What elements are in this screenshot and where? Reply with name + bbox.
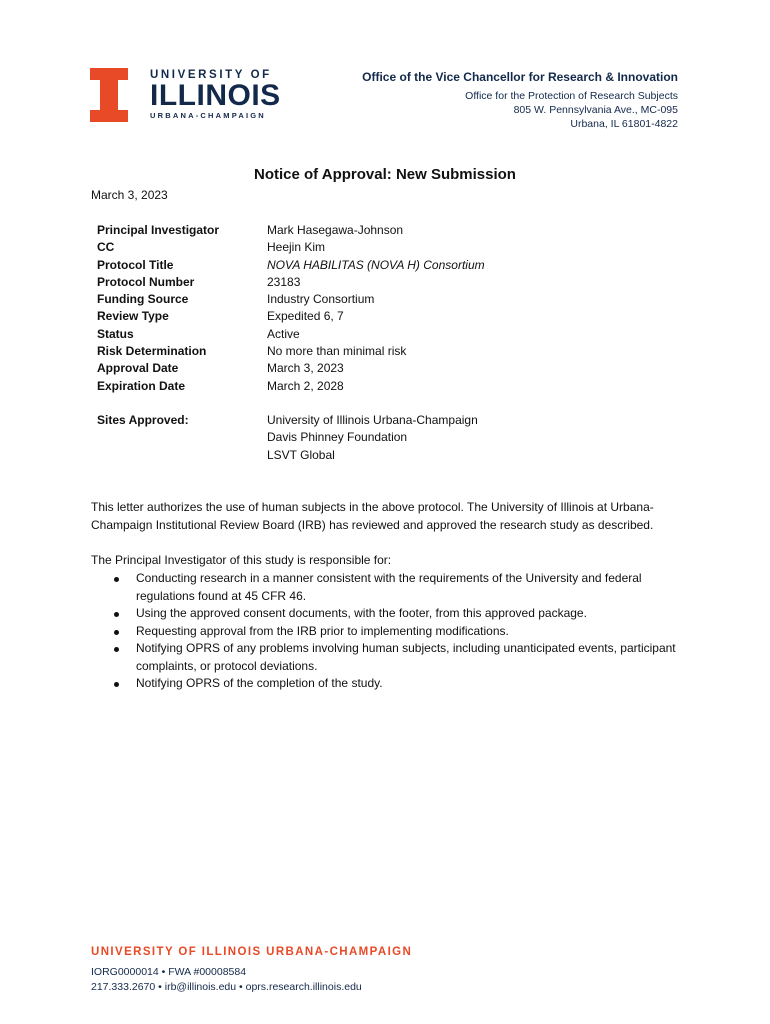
field-value: Mark Hasegawa-Johnson bbox=[267, 223, 404, 237]
field-label: Protocol Title bbox=[97, 257, 174, 272]
field-label: Expiration Date bbox=[97, 378, 186, 393]
list-item-text: Using the approved consent documents, with the footer, from this approved package. bbox=[136, 606, 587, 620]
office-line-2: Office for the Protection of Research Subjects bbox=[465, 90, 678, 102]
field-value: March 2, 2028 bbox=[267, 378, 344, 393]
sites-approved bbox=[97, 412, 478, 464]
list-item-text: Requesting approval from the IRB prior to implementing modifications. bbox=[136, 623, 509, 638]
field-row bbox=[97, 360, 485, 377]
field-label: Approval Date bbox=[97, 361, 179, 376]
field-row bbox=[97, 378, 485, 395]
footer-ids: IORG0000014 • FWA #00008584 bbox=[91, 966, 247, 978]
field-row bbox=[97, 291, 485, 308]
footer-university: UNIVERSITY OF ILLINOIS URBANA-CHAMPAIGN bbox=[91, 946, 413, 958]
logo-line-1: UNIVERSITY OF bbox=[150, 69, 272, 81]
list-item bbox=[113, 640, 693, 675]
list-item bbox=[113, 605, 693, 623]
field-row bbox=[97, 222, 485, 239]
responsibilities-list bbox=[113, 570, 693, 693]
field-label: Protocol Number bbox=[97, 274, 195, 289]
office-line-1: Office of the Vice Chancellor for Research & Innovation bbox=[362, 70, 678, 84]
bullet-icon bbox=[114, 577, 119, 582]
field-label: Risk Determination bbox=[97, 344, 207, 359]
field-value: Expedited 6, 7 bbox=[267, 309, 344, 324]
field-row bbox=[97, 257, 485, 274]
field-value: Heejin Kim bbox=[267, 240, 326, 255]
office-header bbox=[362, 69, 678, 131]
university-logo bbox=[90, 68, 290, 124]
field-row bbox=[97, 326, 485, 343]
list-item bbox=[113, 623, 693, 641]
logo-line-2: ILLINOIS bbox=[150, 79, 281, 112]
field-row bbox=[97, 343, 485, 360]
page-footer bbox=[91, 945, 412, 995]
field-value: Active bbox=[267, 326, 300, 341]
field-label: Review Type bbox=[97, 309, 169, 324]
authorization-paragraph: This letter authorizes the use of human subjects in the above protocol. The University of Illinois at Urbana-Champaign Institutional Review Board (IRB) has reviewed and approved the research study as described. bbox=[91, 500, 654, 532]
field-label: Status bbox=[97, 326, 134, 341]
sites-list bbox=[267, 412, 478, 464]
site-item: LSVT Global bbox=[267, 447, 335, 462]
bullet-icon bbox=[114, 647, 119, 652]
site-item: University of Illinois Urbana-Champaign bbox=[267, 413, 478, 427]
field-value: 23183 bbox=[267, 274, 301, 289]
list-item-text: Conducting research in a manner consistent with the requirements of the University and federal regulations found at 45 CFR 46. bbox=[136, 571, 642, 603]
protocol-fields bbox=[97, 222, 485, 395]
field-value: NOVA HABILITAS (NOVA H) Consortium bbox=[267, 257, 485, 272]
field-label: Principal Investigator bbox=[97, 223, 220, 237]
field-value: March 3, 2023 bbox=[267, 361, 344, 376]
list-item-text: Notifying OPRS of the completion of the study. bbox=[136, 676, 383, 690]
field-value: Industry Consortium bbox=[267, 292, 375, 307]
field-row bbox=[97, 239, 485, 256]
office-line-3: 805 W. Pennsylvania Ave., MC-095 bbox=[513, 104, 678, 116]
block-i-icon bbox=[90, 68, 128, 122]
field-label: CC bbox=[97, 240, 115, 255]
office-line-4: Urbana, IL 61801-4822 bbox=[570, 118, 678, 130]
document-title: Notice of Approval: New Submission bbox=[254, 166, 516, 183]
logo-line-3: URBANA-CHAMPAIGN bbox=[150, 111, 266, 120]
bullet-icon bbox=[114, 630, 119, 635]
field-row bbox=[97, 308, 485, 325]
site-item: Davis Phinney Foundation bbox=[267, 430, 408, 445]
list-item-text: Notifying OPRS of any problems involving human subjects, including unanticipated events, participant complaints, or protocol deviations. bbox=[136, 641, 676, 673]
bullet-icon bbox=[114, 612, 119, 617]
footer-contact: 217.333.2670 • irb@illinois.edu • oprs.research.illinois.edu bbox=[91, 981, 362, 993]
letter-date: March 3, 2023 bbox=[91, 188, 168, 202]
list-item bbox=[113, 570, 693, 605]
bullet-icon bbox=[114, 682, 119, 687]
field-row bbox=[97, 274, 485, 291]
sites-label: Sites Approved: bbox=[97, 413, 189, 427]
field-value: No more than minimal risk bbox=[267, 344, 407, 359]
list-item bbox=[113, 675, 693, 693]
responsibilities-intro: The Principal Investigator of this study is responsible for: bbox=[91, 553, 392, 567]
field-label: Funding Source bbox=[97, 292, 189, 307]
